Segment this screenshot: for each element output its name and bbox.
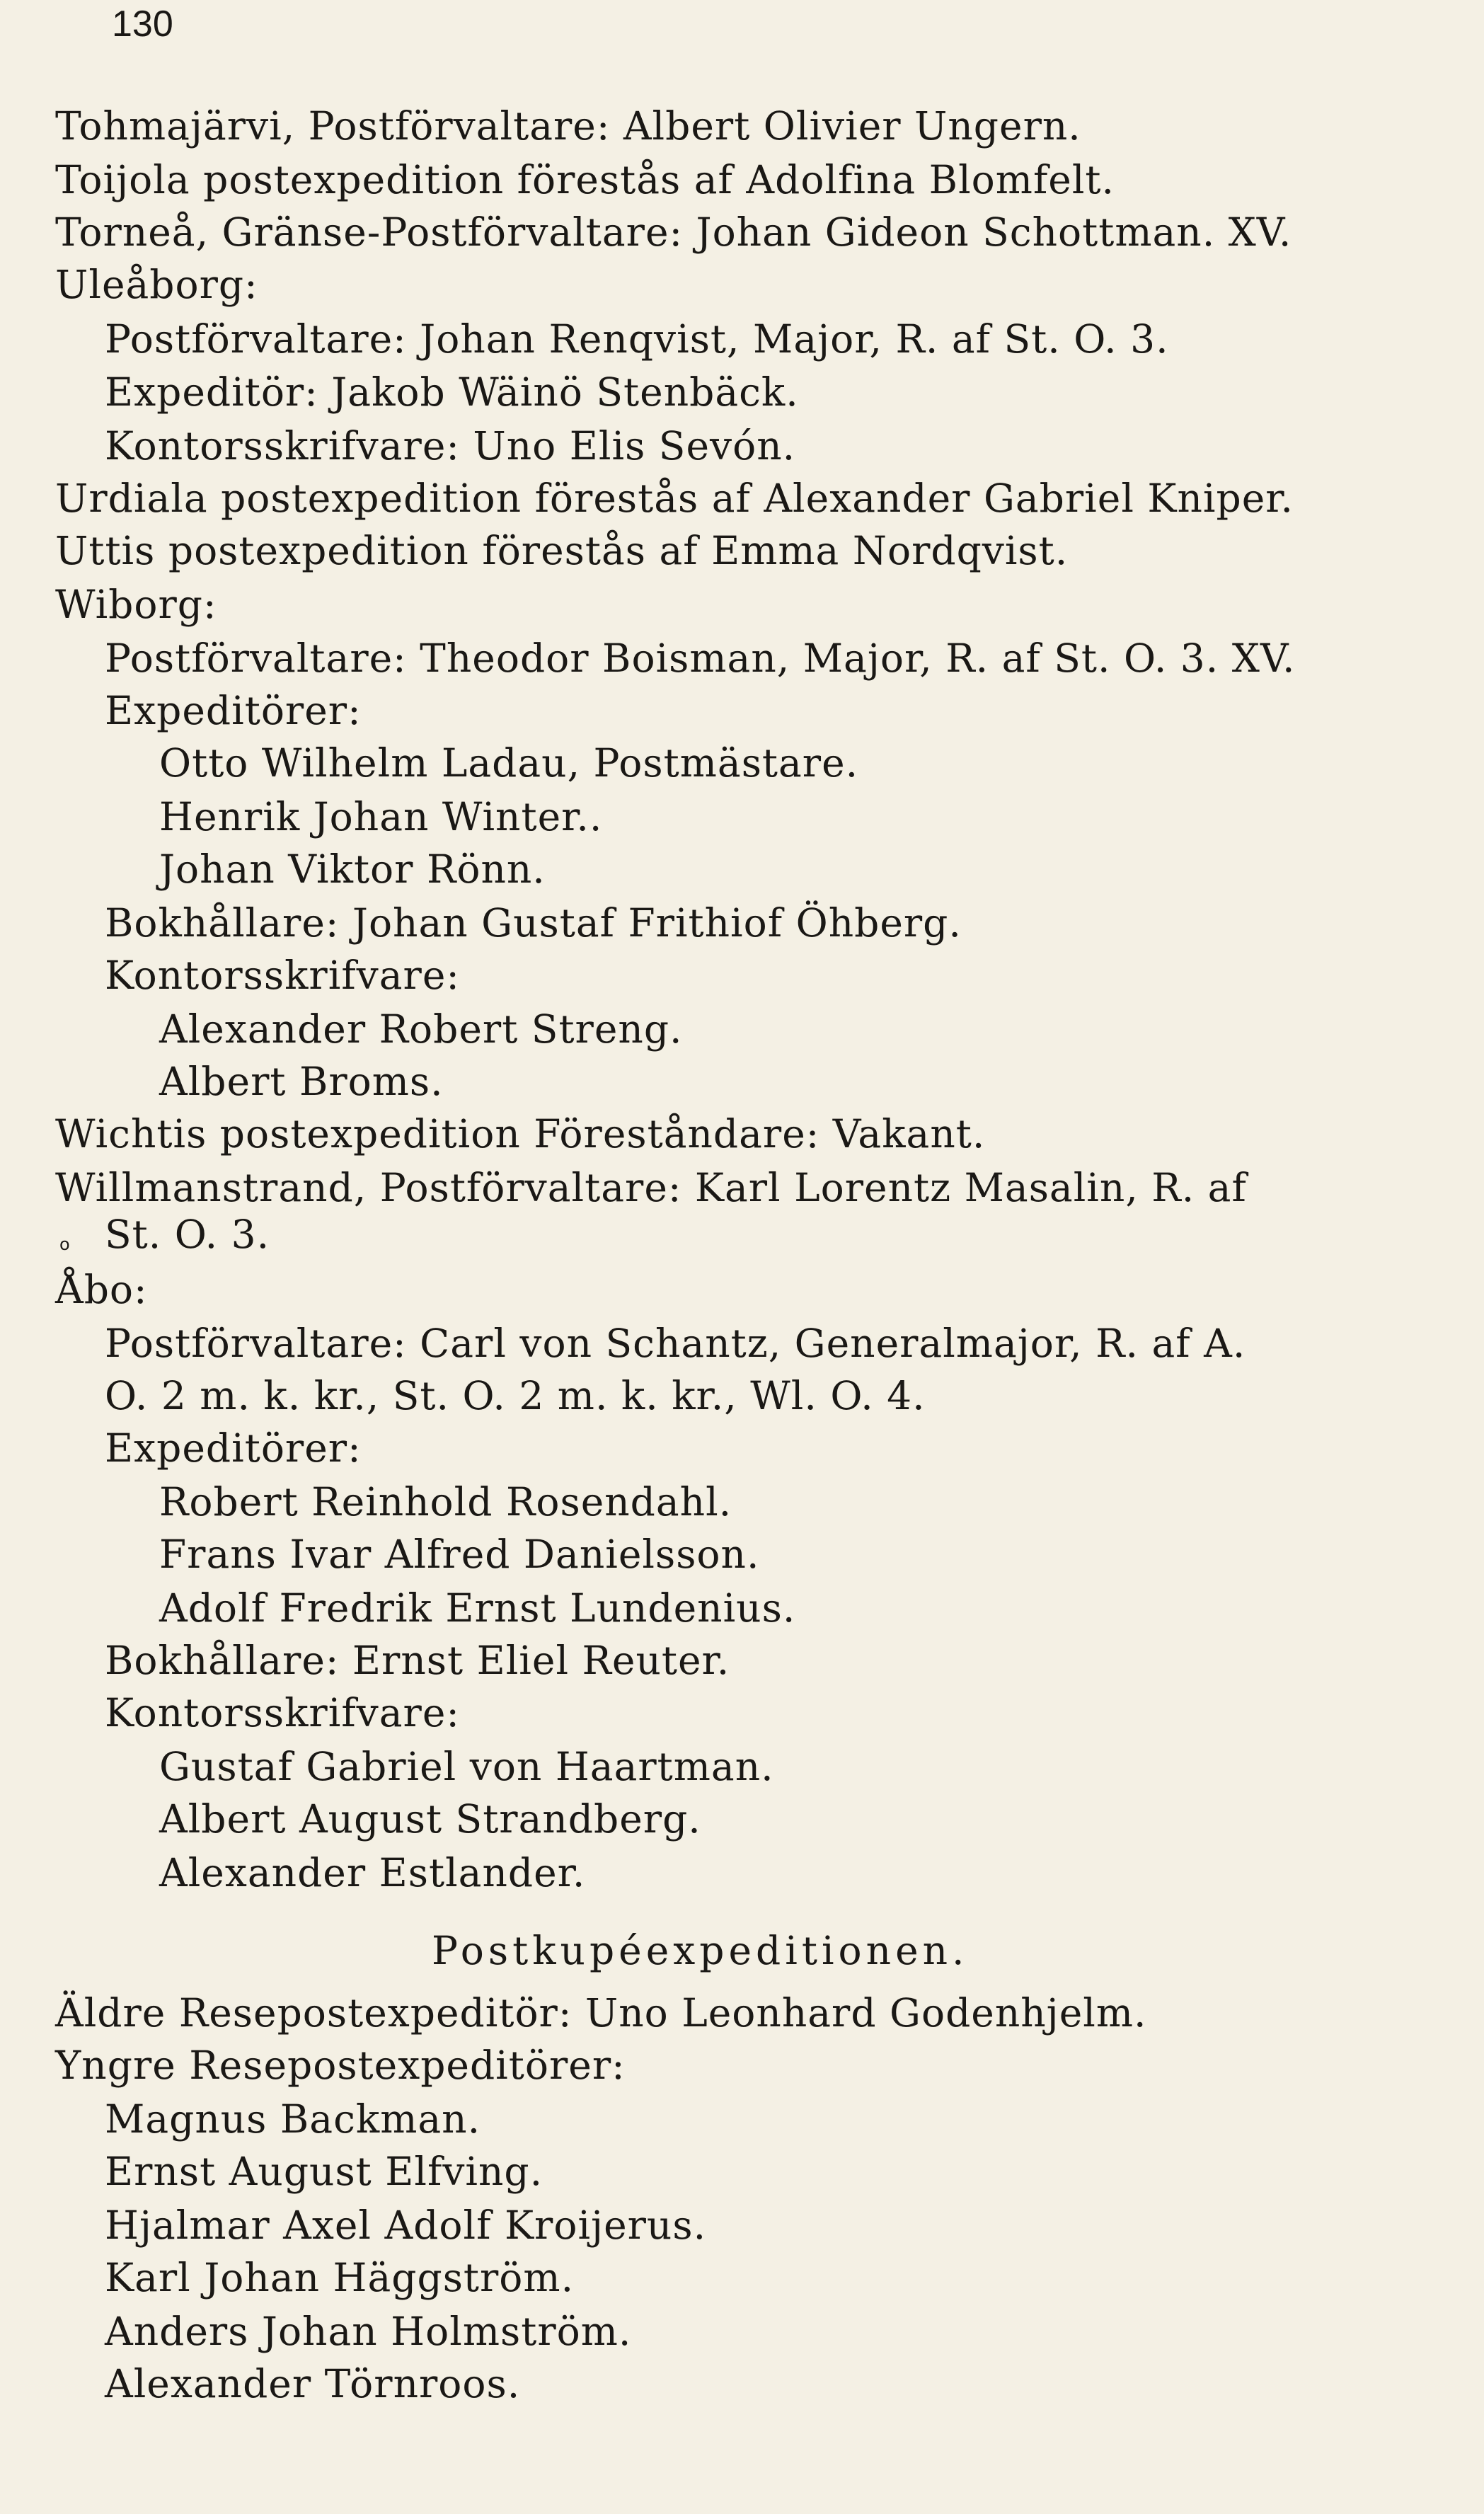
entry-wiborg-winter: Henrik Johan Winter.. (159, 794, 603, 839)
entry-wiborg-expeditorer: Expeditörer: (105, 688, 362, 733)
entry-wiborg-bokhallare: Bokhållare: Johan Gustaf Frithiof Öhberg. (105, 900, 962, 946)
entry-uleaborg: Uleåborg: (55, 262, 258, 307)
entry-abo-postforvaltare-orders: O. 2 m. k. kr., St. O. 2 m. k. kr., Wl. O. 4. (105, 1373, 926, 1418)
entry-holmstrom: Anders Johan Holmström. (105, 2309, 632, 2354)
entry-wiborg: Wiborg: (55, 582, 217, 627)
entry-willmanstrand-order: St. O. 3. (105, 1212, 270, 1257)
entry-wiborg-ladau: Otto Wilhelm Ladau, Postmästare. (159, 740, 859, 786)
entry-abo-bokhallare: Bokhållare: Ernst Eliel Reuter. (105, 1638, 730, 1683)
entry-haggstrom: Karl Johan Häggström. (105, 2255, 575, 2300)
entry-yngre-resepostexpeditorer: Yngre Resepostexpeditörer: (55, 2043, 626, 2088)
entry-abo-strandberg: Albert August Strandberg. (159, 1796, 701, 1842)
entry-abo-haartman: Gustaf Gabriel von Haartman. (159, 1744, 774, 1789)
entry-uleaborg-postforvaltare: Postförvaltare: Johan Renqvist, Major, R. af St. O. 3. (105, 316, 1169, 362)
entry-toijola: Toijola postexpedition förestås af Adolfina Blomfelt. (55, 157, 1115, 202)
entry-aldre-resepostexpeditor: Äldre Resepostexpeditör: Uno Leonhard Godenhjelm. (55, 1990, 1147, 2036)
entry-willmanstrand: Willmanstrand, Postförvaltare: Karl Lorentz Masalin, R. af (55, 1165, 1247, 1210)
entry-urdiala: Urdiala postexpedition förestås af Alexander Gabriel Kniper. (55, 476, 1294, 521)
entry-tornroos: Alexander Törnroos. (105, 2361, 521, 2406)
entry-kroijerus: Hjalmar Axel Adolf Kroijerus. (105, 2203, 707, 2248)
entry-wichtis: Wichtis postexpedition Föreståndare: Vakant. (55, 1111, 986, 1156)
entry-wiborg-postforvaltare: Postförvaltare: Theodor Boisman, Major, R. af St. O. 3. XV. (105, 636, 1296, 681)
entry-abo-danielsson: Frans Ivar Alfred Danielsson. (159, 1532, 760, 1577)
entry-abo-kontorsskrifvare: Kontorsskrifvare: (105, 1690, 460, 1735)
entry-tohmajarvi: Tohmajärvi, Postförvaltare: Albert Olivier Ungern. (55, 103, 1081, 149)
section-title-postkupeexpeditionen: Postkupéexpeditionen. (432, 1928, 969, 1973)
entry-tornea: Torneå, Gränse-Postförvaltare: Johan Gideon Schottman. XV. (55, 210, 1292, 255)
entry-wiborg-streng: Alexander Robert Streng. (159, 1006, 683, 1052)
entry-uttis: Uttis postexpedition förestås af Emma Nordqvist. (55, 528, 1069, 573)
entry-backman: Magnus Backman. (105, 2096, 481, 2142)
entry-wiborg-kontorsskrifvare: Kontorsskrifvare: (105, 953, 460, 998)
entry-uleaborg-expeditor: Expeditör: Jakob Wäinö Stenbäck. (105, 369, 799, 415)
entry-abo-expeditorer: Expeditörer: (105, 1425, 362, 1471)
entry-abo-lundenius: Adolf Fredrik Ernst Lundenius. (159, 1585, 796, 1631)
entry-abo: Åbo: (55, 1267, 148, 1312)
entry-abo-estlander: Alexander Estlander. (159, 1850, 586, 1895)
ring-mark: o (59, 1234, 70, 1254)
entry-abo-rosendahl: Robert Reinhold Rosendahl. (159, 1479, 732, 1525)
entry-wiborg-ronn: Johan Viktor Rönn. (159, 846, 546, 892)
page-number: 130 (112, 4, 173, 45)
entry-abo-postforvaltare: Postförvaltare: Carl von Schantz, Generalmajor, R. af A. (105, 1321, 1246, 1366)
entry-elfving: Ernst August Elfving. (105, 2149, 543, 2194)
entry-wiborg-broms: Albert Broms. (159, 1059, 444, 1104)
entry-uleaborg-kontorsskrifvare: Kontorsskrifvare: Uno Elis Sevón. (105, 423, 796, 469)
